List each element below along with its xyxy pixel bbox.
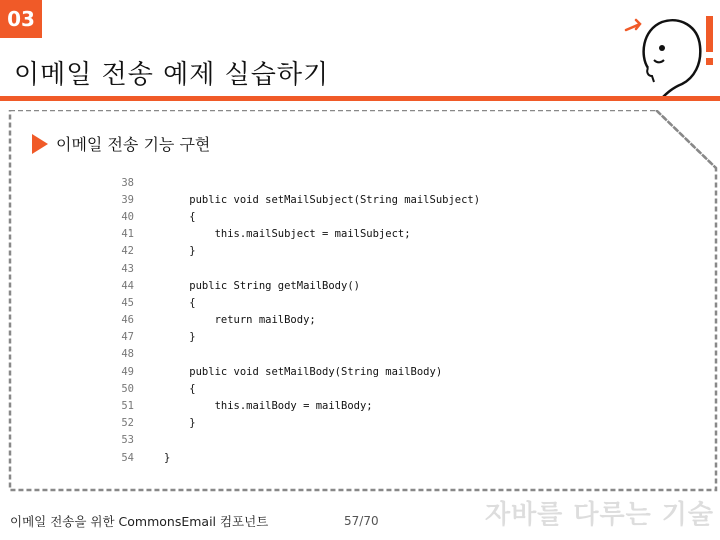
- section-number-badge: 03: [0, 0, 42, 38]
- code-text: this.mailBody = mailBody;: [164, 400, 373, 413]
- code-line: [110, 346, 530, 363]
- book-brand-watermark: 자바를 다루는 기술: [484, 500, 714, 530]
- line-number: 54: [121, 451, 134, 464]
- line-number: 51: [121, 400, 134, 413]
- code-line: [110, 260, 530, 277]
- code-text: {: [164, 210, 196, 223]
- line-number: 41: [121, 228, 134, 241]
- code-line: [110, 243, 530, 260]
- code-text: return mailBody;: [164, 314, 316, 327]
- section-heading-label: 이메일 전송 기능 구현: [56, 135, 211, 154]
- code-text: public void setMailBody(String mailBody): [164, 365, 443, 378]
- line-number: 40: [121, 210, 134, 223]
- line-number: 53: [121, 434, 134, 447]
- code-line: [110, 329, 530, 346]
- code-line: [110, 208, 530, 225]
- line-number: 50: [121, 382, 134, 395]
- play-arrow-icon: [32, 134, 48, 154]
- line-number: 39: [121, 193, 134, 206]
- code-text: {: [164, 296, 196, 309]
- code-line: [110, 174, 530, 191]
- code-text: public String getMailBody(): [164, 279, 360, 292]
- code-text: }: [164, 245, 196, 258]
- section-heading: [32, 132, 210, 155]
- page-number: 57/70: [344, 514, 379, 528]
- line-number: 43: [121, 262, 134, 275]
- line-number: 48: [121, 348, 134, 361]
- code-line: [110, 226, 530, 243]
- line-number: 47: [121, 331, 134, 344]
- line-number: 44: [121, 279, 134, 292]
- code-line: [110, 312, 530, 329]
- header-divider: [0, 96, 720, 101]
- line-number: 38: [121, 176, 134, 189]
- code-line: [110, 449, 530, 466]
- line-number: 49: [121, 365, 134, 378]
- code-line: [110, 397, 530, 414]
- code-line: [110, 363, 530, 380]
- code-text: }: [164, 417, 196, 430]
- line-number: 52: [121, 417, 134, 430]
- line-number: 45: [121, 296, 134, 309]
- code-listing: [110, 174, 530, 466]
- code-line: [110, 432, 530, 449]
- code-text: public void setMailSubject(String mailSubject): [164, 193, 481, 206]
- code-text: {: [164, 382, 196, 395]
- code-text: this.mailSubject = mailSubject;: [164, 228, 411, 241]
- code-text: }: [164, 451, 171, 464]
- line-number: 46: [121, 314, 134, 327]
- code-line: [110, 191, 530, 208]
- page-title: 이메일 전송 예제 실습하기: [14, 60, 330, 90]
- code-line: [110, 277, 530, 294]
- mascot-illustration: [618, 8, 718, 98]
- line-number: 42: [121, 245, 134, 258]
- code-line: [110, 294, 530, 311]
- code-line: [110, 415, 530, 432]
- footer-chapter-title: 이메일 전송을 위한 CommonsEmail 컴포넌트: [10, 514, 269, 529]
- code-line: [110, 380, 530, 397]
- code-text: }: [164, 331, 196, 344]
